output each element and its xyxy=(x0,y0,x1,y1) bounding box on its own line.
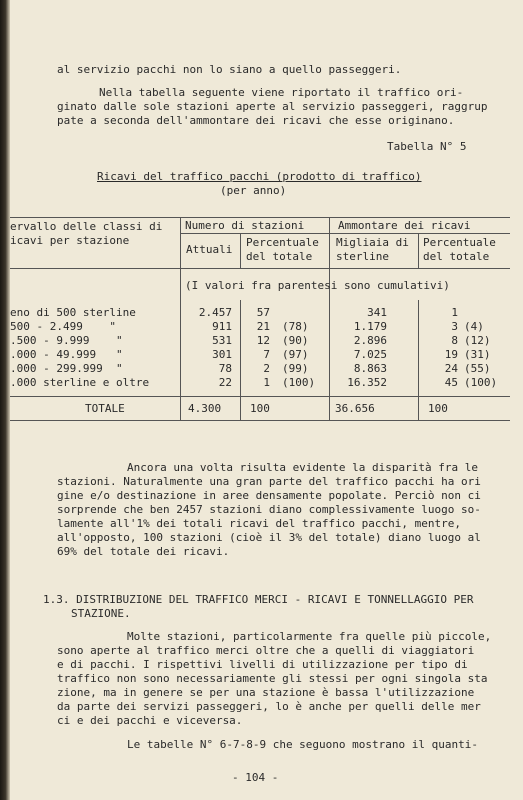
table-label: Tabella N° 5 xyxy=(387,140,467,153)
row-cum: (97) xyxy=(282,348,309,361)
intro-line-1: al servizio pacchi non lo siano a quello passeggeri. xyxy=(57,63,402,76)
header-class-line-1: ervallo delle classi di xyxy=(10,220,163,233)
row-cum2: (55) xyxy=(464,362,491,375)
para4-line-1: Le tabelle N° 6-7-8-9 che seguono mostrano il quanti- xyxy=(127,738,478,751)
header-perc-line-1: Percentuale xyxy=(246,236,319,249)
header-class-line-2: icavi per stazione xyxy=(10,234,130,247)
row-cum2: (100) xyxy=(464,376,498,389)
row-attuali: 301 xyxy=(212,348,232,361)
row-migliaia: 1.179 xyxy=(353,320,387,333)
header-perc2-line-2: del totale xyxy=(423,250,490,263)
intro-line-4: pate a seconda dell'ammontare dei ricavi che esse originano. xyxy=(57,114,455,127)
row-attuali: 911 xyxy=(212,320,232,333)
table-top-rule xyxy=(10,217,510,218)
total-perc: 100 xyxy=(250,402,270,415)
row-perc: 2 xyxy=(263,362,270,375)
row-attuali: 2.457 xyxy=(198,306,232,319)
row-attuali: 22 xyxy=(218,376,232,389)
row-perc: 57 xyxy=(256,306,270,319)
table-header-bottom-rule xyxy=(10,268,510,269)
para2-line-1: Ancora una volta risulta evidente la disparità fra le xyxy=(127,461,478,474)
book-binding-shadow xyxy=(0,0,10,800)
page-number: - 104 - xyxy=(232,771,279,784)
para3-line-2: sono aperte al traffico merci oltre che a quelli di viaggiatori xyxy=(57,644,475,657)
row-class: 500 - 2.499 " xyxy=(10,320,116,333)
table-bottom-rule xyxy=(10,420,510,421)
total-perc2: 100 xyxy=(428,402,448,415)
section-heading-line-2: STAZIONE. xyxy=(71,607,131,620)
table-subtitle: (per anno) xyxy=(220,184,287,197)
row-perc2: 19 xyxy=(444,348,458,361)
row-cum2: (4) xyxy=(464,320,484,333)
row-class: .000 sterline e oltre xyxy=(10,376,150,389)
para2-line-6: all'opposto, 100 stazioni (cioè il 3% del totale) diano luogo al xyxy=(57,531,481,544)
para2-line-3: gine e/o destinazione in aree densamente popolate. Perciò non ci xyxy=(57,489,481,502)
row-perc: 1 xyxy=(263,376,270,389)
header-attuali: Attuali xyxy=(186,243,233,256)
row-class: .000 - 299.999 " xyxy=(10,362,123,375)
row-attuali: 78 xyxy=(218,362,232,375)
para2-line-4: sorprende che ben 2457 stazioni diano complessivamente luogo so- xyxy=(57,503,481,516)
table-vrule-4 xyxy=(418,233,419,268)
row-perc2: 8 xyxy=(451,334,458,347)
row-cum2: (12) xyxy=(464,334,491,347)
total-label: TOTALE xyxy=(85,402,125,415)
section-heading-line-1: 1.3. DISTRIBUZIONE DEL TRAFFICO MERCI - RICAVI E TONNELLAGGIO PER xyxy=(43,593,474,606)
row-migliaia: 7.025 xyxy=(353,348,387,361)
table-subheader-rule xyxy=(180,233,510,234)
para3-line-4: traffico non sono necessariamente gli stessi per ogni singola sta xyxy=(57,672,488,685)
header-revenue-group: Ammontare dei ricavi xyxy=(338,219,471,232)
header-stations-group: Numero di stazioni xyxy=(185,219,305,232)
row-perc: 7 xyxy=(263,348,270,361)
para3-line-5: zione, ma in genere se per una stazione è bassa l'utilizzazione xyxy=(57,686,475,699)
row-cum: (78) xyxy=(282,320,309,333)
row-perc: 12 xyxy=(256,334,270,347)
row-cum: (100) xyxy=(282,376,316,389)
row-migliaia: 16.352 xyxy=(347,376,387,389)
para3-line-6: da parte dei servizi passeggeri, lo è anche per quelli delle mer xyxy=(57,700,481,713)
row-class: .500 - 9.999 " xyxy=(10,334,123,347)
row-class: .000 - 49.999 " xyxy=(10,348,123,361)
header-perc-line-2: del totale xyxy=(246,250,313,263)
table-note: (I valori fra parentesi sono cumulativi) xyxy=(185,279,450,292)
row-migliaia: 8.863 xyxy=(353,362,387,375)
row-cum: (99) xyxy=(282,362,309,375)
row-perc2: 1 xyxy=(451,306,458,319)
row-perc2: 24 xyxy=(444,362,458,375)
table-vrule-3 xyxy=(240,233,241,268)
para2-line-5: lamente all'1% dei totali ricavi del traffico pacchi, mentre, xyxy=(57,517,461,530)
row-migliaia: 341 xyxy=(367,306,387,319)
row-perc: 21 xyxy=(256,320,270,333)
table-total-top-rule xyxy=(10,396,510,397)
row-perc2: 45 xyxy=(444,376,458,389)
row-class: eno di 500 sterline xyxy=(10,306,136,319)
table-title: Ricavi del traffico pacchi (prodotto di traffico) xyxy=(97,170,422,183)
total-attuali: 4.300 xyxy=(188,402,222,415)
para2-line-2: stazioni. Naturalmente una gran parte del traffico pacchi ha ori xyxy=(57,475,481,488)
row-migliaia: 2.896 xyxy=(353,334,387,347)
header-migliaia-line-1: Migliaia di xyxy=(336,236,409,249)
row-perc2: 3 xyxy=(451,320,458,333)
para3-line-1: Molte stazioni, particolarmente fra quelle più piccole, xyxy=(127,630,492,643)
header-perc2-line-1: Percentuale xyxy=(423,236,496,249)
total-migliaia: 36.656 xyxy=(335,402,375,415)
header-migliaia-line-2: sterline xyxy=(336,250,389,263)
para3-line-3: e di pacchi. I rispettivi livelli di utilizzazione per tipo di xyxy=(57,658,468,671)
intro-line-3: ginato dalle sole stazioni aperte al servizio passeggeri, raggrup xyxy=(57,100,488,113)
row-cum2: (31) xyxy=(464,348,491,361)
para2-line-7: 69% del totale dei ricavi. xyxy=(57,545,230,558)
row-attuali: 531 xyxy=(212,334,232,347)
para3-line-7: ci e dei pacchi e viceversa. xyxy=(57,714,243,727)
row-cum: (90) xyxy=(282,334,309,347)
intro-line-2: Nella tabella seguente viene riportato il traffico ori- xyxy=(99,86,464,99)
